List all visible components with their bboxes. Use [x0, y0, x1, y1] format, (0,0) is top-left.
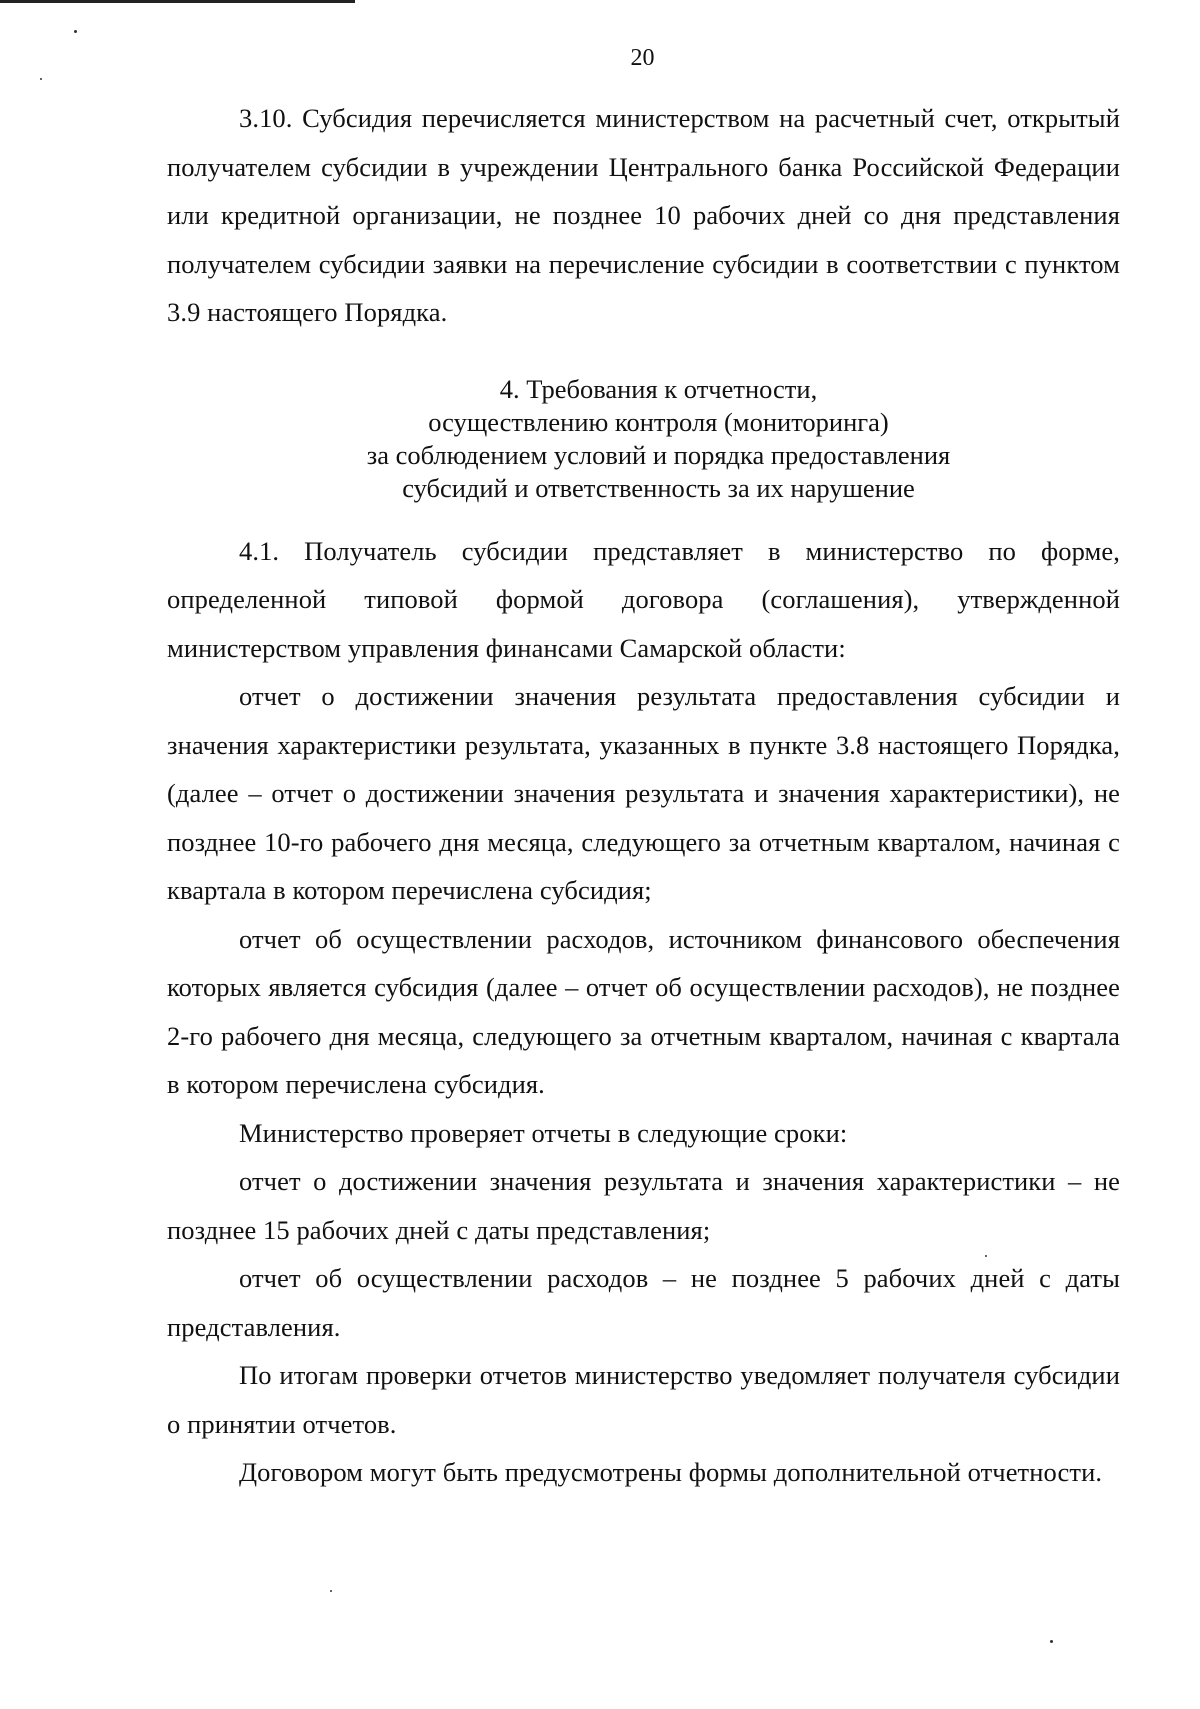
- section-heading-line: за соблюдением условий и порядка предоставления: [366, 439, 951, 470]
- section-heading: [167, 373, 1120, 505]
- document-body: [167, 94, 1120, 1497]
- scan-speck: [40, 78, 42, 80]
- paragraph-4-1: 4.1. Получатель субсидии представляет в министерство по форме, определенной типовой формой договора (соглашения), утвержденной министерством управления финансами Самарской области:: [167, 535, 1120, 663]
- scan-speck: [985, 1255, 987, 1257]
- scan-speck: [74, 30, 77, 33]
- paragraph-notification: По итогам проверки отчетов министерство уведомляет получателя субсидии о принятии отчетов.: [167, 1360, 1120, 1439]
- section-heading-line: 4. Требования к отчетности,: [499, 373, 818, 404]
- paragraph-additional-reporting: Договором могут быть предусмотрены формы дополнительной отчетности.: [239, 1457, 1103, 1487]
- page-number: 20: [630, 45, 655, 71]
- scan-speck: [330, 1590, 332, 1592]
- paragraph-check-deadline-expenses: отчет об осуществлении расходов – не позднее 5 рабочих дней с даты представления.: [167, 1263, 1120, 1342]
- top-border-line: [0, 0, 355, 3]
- paragraph-ministry-checks: Министерство проверяет отчеты в следующие сроки:: [239, 1117, 848, 1148]
- paragraph-check-deadline-achievement: отчет о достижении значения результата и значения характеристики – не позднее 15 рабочих дней с даты представления;: [167, 1166, 1120, 1245]
- scan-speck: [1050, 1640, 1053, 1643]
- paragraph-report-achievement: отчет о достижении значения результата предоставления субсидии и значения характеристики результата, указанных в пункте 3.8 настоящего Порядка, (далее – отчет о достижении значения результата и значения характеристики), не позднее 10-го рабочего дня месяца, следующего за отчетным кварталом, начиная с квартала в котором перечислена субсидия;: [167, 681, 1120, 905]
- section-heading-line: субсидий и ответственность за их нарушение: [402, 472, 915, 503]
- paragraph-3-10: 3.10. Субсидия перечисляется министерством на расчетный счет, открытый получателем субсидии в учреждении Центрального банка Российской Федерации или кредитной организации, не позднее 10 рабочих дней со дня представления получателем субсидии заявки на перечисление субсидии в соответствии с пунктом 3.9 настоящего Порядка.: [167, 103, 1120, 327]
- paragraph-report-expenses: отчет об осуществлении расходов, источником финансового обеспечения которых является субсидия (далее – отчет об осуществлении расходов), не позднее 2-го рабочего дня месяца, следующего за отчетным кварталом, начиная с квартала в котором перечислена субсидия.: [167, 923, 1120, 1099]
- section-heading-line: осуществлению контроля (мониторинга): [428, 406, 889, 437]
